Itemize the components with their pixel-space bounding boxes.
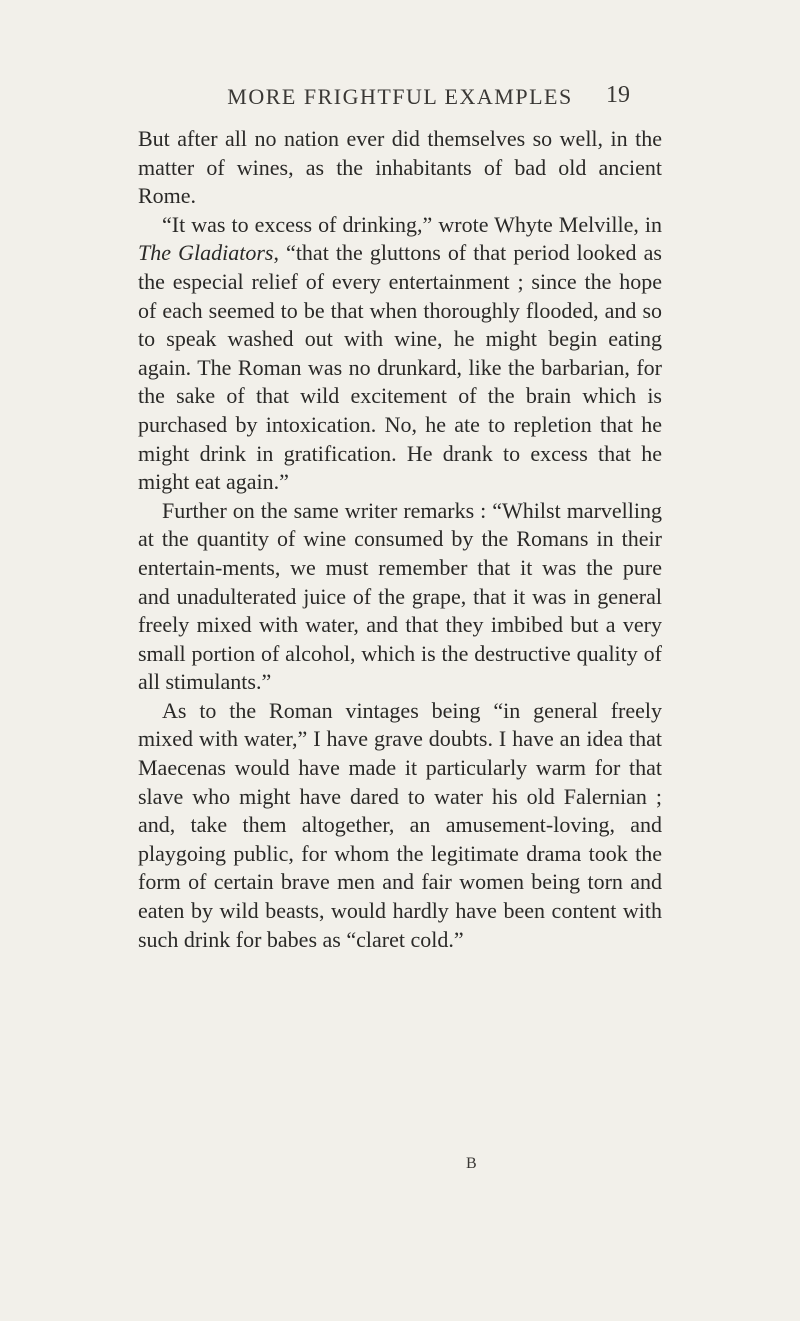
paragraph-roman-vintages: As to the Roman vintages being “in general freely mixed with water,” I have grave doubts. I have an idea that Maecenas would have made it particularly warm for that slave who might have dared to water his old Falernian ; and, take them altogether, an amusement-loving, and playgoing public, for whom the legitimate drama took the form of certain brave men and fair women being torn and eaten by wild beasts, would hardly have been content with such drink for babes as “claret cold.” xyxy=(138,697,662,952)
book-title: The Gladiators xyxy=(138,240,274,266)
body-text xyxy=(138,125,662,954)
running-title: MORE FRIGHTFUL EXAMPLES xyxy=(227,84,573,109)
paragraph-quote-melville xyxy=(138,211,662,497)
paragraph-further-remarks: Further on the same writer remarks : “Whilst marvelling at the quantity of wine consumed by the Romans in their entertain-ments, we must remember that it was the pure and unadulterated juice of the grape, that it was in general freely mixed with water, and that they imbibed but a very small portion of alcohol, which is the destructive quality of all stimulants.” xyxy=(138,497,662,695)
quote-lead-in: “It was to excess of drinking,” wrote Whyte Melville, in xyxy=(162,211,662,237)
signature-mark: B xyxy=(466,1155,477,1172)
quote-body: , “that the gluttons of that period looked as the especial relief of every entertainment ; since the hope of each seemed to be that when thoroughly flooded, and so to speak washed out with wine, he might begin eating again. The Roman was no drunkard, like the barbarian, for the sake of that wild excitement of the brain which is purchased by intoxication. No, he ate to repletion that he might drink in gratification. He drank to excess that he might eat again.” xyxy=(138,240,662,495)
page-number: 19 xyxy=(606,82,630,108)
paragraph-intro: But after all no nation ever did themselves so well, in the matter of wines, as the inhabitants of bad old ancient Rome. xyxy=(138,126,662,209)
